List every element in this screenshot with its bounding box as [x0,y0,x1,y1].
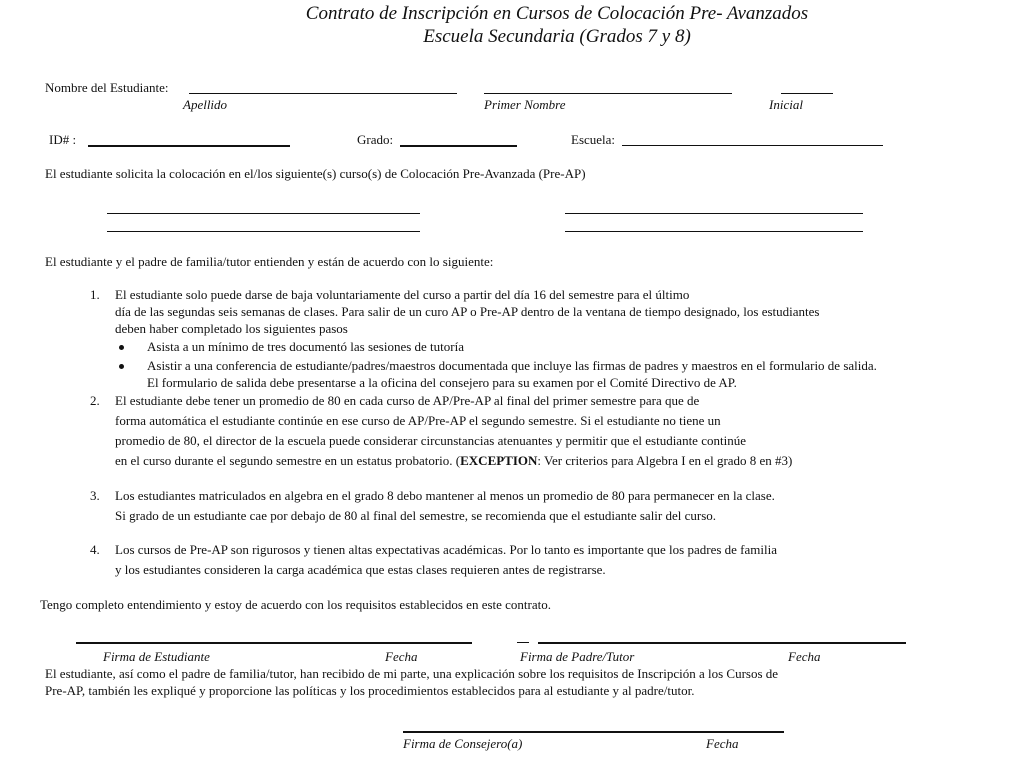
course-request-text: El estudiante solicita la colocación en el/los siguiente(s) curso(s) de Colocación Pre-Avanzada (Pre-AP) [45,166,586,181]
course-field-3[interactable] [107,231,420,232]
item-1-line-3: deben haber completado los siguientes pasos [115,321,348,336]
id-label: ID# : [49,132,77,147]
bullet-icon [119,364,124,369]
item-1-bullet-2-line-1: Asistir a una conferencia de estudiante/padres/maestros documentada que incluye las firmas de padres y maestros en el formulario de salida. [147,358,877,373]
exception-label: EXCEPTION [460,453,538,468]
item-2-line-3: promedio de 80, el director de la escuela puede considerar circunstancias atenuantes y permitir que el estudiante continúe [115,433,746,448]
counselor-date-caption: Fecha [706,736,739,751]
parent-date-caption: Fecha [788,649,821,664]
item-1-number: 1. [90,287,100,302]
closing-line-1: El estudiante, así como el padre de familia/tutor, han recibido de mi parte, una explicación sobre los requisitos de Inscripción a los Cursos de [45,666,779,681]
parent-signature-caption: Firma de Padre/Tutor [520,649,635,664]
understanding-statement: Tengo completo entendimiento y estoy de acuerdo con los requisitos establecidos en este contrato. [40,597,551,612]
item-4-line-2: y los estudiantes consideren la carga académica que estas clases requieren antes de registrarse. [115,562,606,577]
document-title: Contrato de Inscripción en Cursos de Colocación Pre- Avanzados [305,3,809,24]
document-subtitle: Escuela Secundaria (Grados 7 y 8) [423,26,691,47]
item-1-line-1: El estudiante solo puede darse de baja voluntariamente del curso a partir del día 16 del semestre para el último [115,287,690,302]
item-3-line-1: Los estudiantes matriculados en algebra en el grado 8 debo mantener al menos un promedio de 80 para permanecer en la clase. [115,488,775,503]
item-1-bullet-2-line-2: El formulario de salida debe presentarse a la oficina del consejero para su examen por el Comité Directivo de AP. [147,375,737,390]
last-name-caption: Apellido [183,97,228,112]
school-field[interactable] [622,145,883,146]
item-2-line-2: forma automática el estudiante continúe en ese curso de AP/Pre-AP el segundo semestre. Si el estudiante no tiene un [115,413,721,428]
item-3-line-2: Si grado de un estudiante cae por debajo de 80 al final del semestre, se recomienda que el estudiante salir del curso. [115,508,717,523]
item-1-line-2: día de las segundas seis semanas de clases. Para salir de un curo AP o Pre-AP dentro de la ventana de tiempo designado, los estudiantes [115,304,820,319]
agreement-intro: El estudiante y el padre de familia/tutor entienden y están de acuerdo con lo siguiente: [45,254,494,269]
item-1-bullet-1: Asista a un mínimo de tres documentó las sesiones de tutoría [147,339,464,354]
first-name-field[interactable] [484,93,732,94]
item-4-number: 4. [90,542,100,557]
grade-field[interactable] [400,145,517,147]
student-name-label: Nombre del Estudiante: [45,80,169,95]
course-field-2[interactable] [565,213,863,214]
counselor-signature-caption: Firma de Consejero(a) [403,736,523,751]
item-2-line-1: El estudiante debe tener un promedio de 80 en cada curso de AP/Pre-AP al final del primer semestre para que de [115,393,700,408]
counselor-signature-line[interactable] [403,731,784,733]
item-4-line-1: Los cursos de Pre-AP son rigurosos y tienen altas expectativas académicas. Por lo tanto es importante que los padres de familia [115,542,777,557]
student-date-caption: Fecha [385,649,418,664]
initial-field[interactable] [781,93,833,94]
id-field[interactable] [88,145,290,147]
last-name-field[interactable] [189,93,457,94]
bullet-icon [119,345,124,350]
initial-caption: Inicial [769,97,803,112]
item-2-line-4: en el curso durante el segundo semestre en un estatus probatorio. (EXCEPTION: Ver criterios para Algebra I en el grado 8 en #3) [115,453,793,468]
parent-signature-line[interactable] [538,642,906,644]
student-signature-caption: Firma de Estudiante [103,649,210,664]
closing-line-2: Pre-AP, también les expliqué y proporcione las políticas y los procedimientos establecidos para al estudiante y al padre/tutor. [45,683,695,698]
course-field-1[interactable] [107,213,420,214]
first-name-caption: Primer Nombre [484,97,566,112]
grade-label: Grado: [357,132,394,147]
course-field-4[interactable] [565,231,863,232]
student-signature-line[interactable] [76,642,472,644]
item-3-number: 3. [90,488,100,503]
item-2-number: 2. [90,393,100,408]
school-label: Escuela: [571,132,616,147]
parent-signature-line-stub [517,642,529,643]
